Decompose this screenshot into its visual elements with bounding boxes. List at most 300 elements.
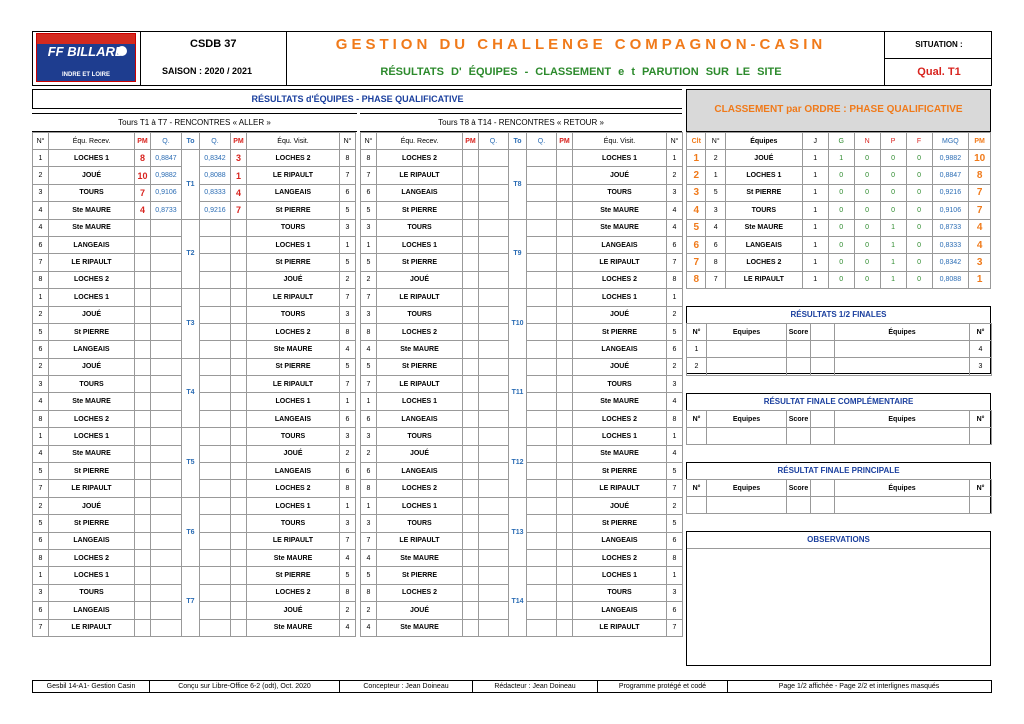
home-team: TOURS: [49, 584, 135, 601]
home-quotient: [479, 515, 509, 532]
away-pm: 7: [231, 202, 247, 219]
away-quotient: [200, 463, 231, 480]
away-quotient: 0,9216: [200, 202, 231, 219]
ranking-nn: 0: [854, 254, 880, 271]
away-number: 2: [340, 271, 356, 288]
away-team: LOCHES 1: [247, 393, 340, 410]
away-team: LANGEAIS: [247, 410, 340, 427]
home-quotient: [151, 289, 182, 306]
aller-match-row: [33, 150, 356, 167]
away-team: LOCHES 2: [247, 323, 340, 340]
away-team: LOCHES 1: [573, 150, 667, 167]
home-pm: [463, 254, 479, 271]
away-pm: [557, 567, 573, 584]
away-number: 7: [667, 480, 683, 497]
home-number: 1: [33, 428, 49, 445]
away-team: LOCHES 2: [247, 480, 340, 497]
away-quotient: 0,8333: [200, 184, 231, 201]
ranking-team: LOCHES 2: [725, 254, 802, 271]
away-number: 3: [340, 219, 356, 236]
away-pm: [231, 323, 247, 340]
retour-header-cell: Équ. Visit.: [573, 133, 667, 150]
home-team: LOCHES 1: [377, 393, 463, 410]
away-team: Ste MAURE: [247, 341, 340, 358]
away-quotient: [200, 480, 231, 497]
tour-label: T13: [509, 497, 527, 567]
away-team: St PIERRE: [247, 202, 340, 219]
home-number: 7: [33, 480, 49, 497]
home-number: 4: [33, 393, 49, 410]
home-quotient: [151, 497, 182, 514]
retour-match-row: [361, 428, 683, 445]
aller-match-row: [33, 428, 356, 445]
away-number: 7: [340, 167, 356, 184]
away-quotient: [527, 236, 557, 253]
home-quotient: [151, 410, 182, 427]
ranking-n: 3: [706, 202, 725, 219]
home-pm: [463, 236, 479, 253]
away-number: 6: [667, 532, 683, 549]
aller-header-cell: Q.: [200, 133, 231, 150]
away-number: 7: [667, 619, 683, 636]
home-quotient: [151, 323, 182, 340]
home-number: 8: [33, 410, 49, 427]
home-pm: [463, 497, 479, 514]
home-number: 8: [361, 480, 377, 497]
away-pm: 3: [231, 150, 247, 167]
home-quotient: [151, 393, 182, 410]
ranking-row: [687, 184, 991, 201]
aller-match-row: [33, 358, 356, 375]
home-quotient: [479, 254, 509, 271]
away-pm: [231, 271, 247, 288]
fcomp-header-cell: Equipes: [835, 411, 970, 428]
ranking-header-cell: Clt: [687, 133, 706, 150]
away-number: 8: [667, 549, 683, 566]
retour-header-cell: PM: [463, 133, 479, 150]
demi-away-number: 3: [970, 358, 992, 375]
finale-prin-table: [686, 479, 992, 514]
fprin-header-cell: [811, 480, 835, 497]
home-quotient: [479, 445, 509, 462]
observations-box: [686, 531, 991, 666]
home-quotient: [479, 271, 509, 288]
home-number: 8: [361, 150, 377, 167]
logo-subtitle: INDRE ET LOIRE: [61, 72, 110, 78]
away-team: LANGEAIS: [573, 532, 667, 549]
away-quotient: [527, 323, 557, 340]
finale-prin-title: RÉSULTAT FINALE PRINCIPALE: [777, 466, 900, 475]
ranking-pm: 1: [969, 271, 991, 288]
away-team: St PIERRE: [247, 567, 340, 584]
away-team: Ste MAURE: [247, 619, 340, 636]
home-pm: [135, 410, 151, 427]
fcomp-header-cell: Equipes: [707, 411, 787, 428]
situation-label: SITUATION :: [915, 40, 963, 49]
home-quotient: [151, 463, 182, 480]
home-team: JOUÉ: [49, 358, 135, 375]
home-quotient: [151, 254, 182, 271]
home-pm: [463, 515, 479, 532]
footer: [32, 680, 992, 693]
ranking-pm: 4: [969, 219, 991, 236]
ranking-p: 0: [880, 167, 906, 184]
home-quotient: 0,9106: [151, 184, 182, 201]
home-team: Ste MAURE: [49, 393, 135, 410]
home-quotient: [151, 306, 182, 323]
away-pm: [557, 376, 573, 393]
ranking-team: JOUÉ: [725, 150, 802, 167]
finale-prin-row: [687, 497, 992, 514]
away-number: 6: [667, 602, 683, 619]
ranking-mgq: 0,8733: [932, 219, 969, 236]
away-quotient: [200, 306, 231, 323]
away-number: 3: [340, 428, 356, 445]
retour-match-row: [361, 219, 683, 236]
fprin-header-cell: Equipes: [707, 480, 787, 497]
ranking-nn: 0: [854, 219, 880, 236]
ranking-mgq: 0,8088: [932, 271, 969, 288]
home-team: TOURS: [49, 376, 135, 393]
home-number: 7: [361, 376, 377, 393]
home-number: 7: [33, 619, 49, 636]
home-pm: 7: [135, 184, 151, 201]
away-team: LOCHES 2: [247, 584, 340, 601]
tour-label: T5: [182, 428, 200, 498]
home-number: 5: [33, 323, 49, 340]
away-quotient: [200, 236, 231, 253]
home-pm: [135, 463, 151, 480]
away-pm: [557, 463, 573, 480]
home-number: 1: [361, 236, 377, 253]
away-pm: [557, 306, 573, 323]
demi-score-away: [811, 341, 835, 358]
page-subtitle: RÉSULTATS D' ÉQUIPES - CLASSEMENT e t PARUTION SUR LE SITE: [380, 66, 782, 78]
away-pm: [231, 410, 247, 427]
ranking-nn: 0: [854, 271, 880, 288]
home-number: 6: [361, 184, 377, 201]
home-number: 4: [33, 445, 49, 462]
home-quotient: [479, 549, 509, 566]
away-quotient: [527, 393, 557, 410]
away-pm: [557, 497, 573, 514]
home-number: 4: [361, 341, 377, 358]
home-pm: [463, 323, 479, 340]
home-pm: [135, 515, 151, 532]
away-team: LOCHES 2: [573, 271, 667, 288]
home-team: LOCHES 2: [49, 410, 135, 427]
fcomp-header-cell: N°: [970, 411, 992, 428]
ranking-p: 0: [880, 202, 906, 219]
home-number: 3: [33, 584, 49, 601]
away-team: LE RIPAULT: [573, 254, 667, 271]
home-team: St PIERRE: [49, 463, 135, 480]
away-pm: [557, 619, 573, 636]
ranking-team: St PIERRE: [725, 184, 802, 201]
away-pm: [231, 584, 247, 601]
home-team: LOCHES 2: [377, 584, 463, 601]
away-number: 4: [340, 341, 356, 358]
away-number: 5: [667, 323, 683, 340]
footer-redacteur: Rédacteur : Jean Doineau: [473, 681, 598, 692]
retour-match-row: [361, 567, 683, 584]
ranking-f: 0: [906, 202, 932, 219]
away-team: LANGEAIS: [573, 341, 667, 358]
demi-score-away: [811, 358, 835, 375]
finale-comp-title: RÉSULTAT FINALE COMPLÉMENTAIRE: [763, 397, 914, 406]
ranking-nn: 0: [854, 236, 880, 253]
home-quotient: 0,8847: [151, 150, 182, 167]
home-quotient: [479, 150, 509, 167]
away-number: 8: [340, 480, 356, 497]
away-number: 1: [340, 497, 356, 514]
ranking-team: LE RIPAULT: [725, 271, 802, 288]
away-number: 6: [667, 341, 683, 358]
home-quotient: [479, 376, 509, 393]
ranking-n: 2: [706, 150, 725, 167]
away-number: 5: [340, 202, 356, 219]
away-quotient: [200, 584, 231, 601]
away-pm: [557, 323, 573, 340]
demi-home-number: 1: [687, 341, 707, 358]
observations-title: OBSERVATIONS: [687, 532, 990, 549]
home-pm: [463, 602, 479, 619]
away-pm: [557, 549, 573, 566]
home-quotient: [479, 202, 509, 219]
ranking-row: [687, 167, 991, 184]
demi-row: [687, 341, 992, 358]
home-number: 6: [361, 410, 377, 427]
ranking-header-cell: J: [802, 133, 828, 150]
home-quotient: [479, 306, 509, 323]
fcomp-header-cell: [811, 411, 835, 428]
home-pm: [463, 271, 479, 288]
away-pm: [231, 289, 247, 306]
away-pm: [231, 219, 247, 236]
home-number: 1: [361, 393, 377, 410]
home-number: 3: [33, 376, 49, 393]
footer-concepteur: Concepteur : Jean Doineau: [340, 681, 473, 692]
away-pm: [231, 393, 247, 410]
home-quotient: [479, 341, 509, 358]
ranking-n: 5: [706, 184, 725, 201]
away-number: 6: [667, 236, 683, 253]
saison-label: SAISON : 2020 / 2021: [162, 66, 253, 76]
away-number: 5: [340, 567, 356, 584]
away-pm: [231, 236, 247, 253]
home-number: 1: [33, 567, 49, 584]
ranking-f: 0: [906, 167, 932, 184]
home-number: 4: [33, 219, 49, 236]
tour-label: T8: [509, 150, 527, 220]
retour-table: [360, 132, 683, 637]
away-team: LOCHES 1: [573, 567, 667, 584]
ranking-team: LOCHES 1: [725, 167, 802, 184]
home-pm: [463, 202, 479, 219]
ranking-pm: 8: [969, 167, 991, 184]
home-number: 7: [361, 532, 377, 549]
away-team: LOCHES 1: [247, 497, 340, 514]
home-team: St PIERRE: [377, 567, 463, 584]
home-team: LE RIPAULT: [377, 289, 463, 306]
home-number: 8: [33, 271, 49, 288]
tour-label: T9: [509, 219, 527, 289]
away-quotient: [200, 254, 231, 271]
footer-app: Gesbil 14-A1- Gestion Casin: [33, 681, 150, 692]
ranking-clt: 4: [687, 202, 706, 219]
home-team: LOCHES 1: [49, 150, 135, 167]
away-pm: [557, 445, 573, 462]
away-team: TOURS: [573, 376, 667, 393]
away-number: 7: [340, 289, 356, 306]
home-pm: [135, 602, 151, 619]
home-number: 5: [33, 515, 49, 532]
ranking-f: 0: [906, 184, 932, 201]
ranking-clt: 8: [687, 271, 706, 288]
aller-title: Tours T1 à T7 - RENCONTRES « ALLER »: [32, 113, 357, 132]
retour-header-cell: Q.: [527, 133, 557, 150]
demi-row: [687, 358, 992, 375]
away-team: TOURS: [247, 428, 340, 445]
home-quotient: [479, 410, 509, 427]
home-number: 3: [361, 515, 377, 532]
away-team: LOCHES 1: [573, 289, 667, 306]
home-team: LE RIPAULT: [49, 619, 135, 636]
away-pm: [231, 376, 247, 393]
away-number: 7: [667, 254, 683, 271]
tour-label: T11: [509, 358, 527, 428]
home-number: 5: [361, 358, 377, 375]
home-number: 3: [361, 428, 377, 445]
home-number: 8: [33, 549, 49, 566]
home-team: Ste MAURE: [49, 445, 135, 462]
away-number: 1: [667, 567, 683, 584]
ranking-p: 1: [880, 236, 906, 253]
away-number: 8: [340, 584, 356, 601]
retour-title: Tours T8 à T14 - RENCONTRES « RETOUR »: [360, 113, 682, 132]
retour-header-cell: N°: [667, 133, 683, 150]
away-number: 5: [340, 254, 356, 271]
ranking-row: [687, 271, 991, 288]
home-quotient: [151, 358, 182, 375]
home-quotient: [479, 236, 509, 253]
ranking-j: 1: [802, 150, 828, 167]
away-team: TOURS: [573, 584, 667, 601]
home-team: JOUÉ: [377, 445, 463, 462]
away-pm: [231, 254, 247, 271]
away-pm: [557, 289, 573, 306]
home-team: LOCHES 1: [49, 289, 135, 306]
home-team: LANGEAIS: [377, 463, 463, 480]
home-team: St PIERRE: [49, 323, 135, 340]
aller-match-row: [33, 567, 356, 584]
away-pm: [557, 184, 573, 201]
home-quotient: [151, 619, 182, 636]
ranking-nn: 0: [854, 150, 880, 167]
away-number: 2: [340, 445, 356, 462]
home-pm: 8: [135, 150, 151, 167]
away-pm: [231, 480, 247, 497]
away-number: 2: [667, 167, 683, 184]
away-team: JOUÉ: [247, 271, 340, 288]
ranking-p: 1: [880, 254, 906, 271]
away-pm: [557, 202, 573, 219]
away-pm: [557, 602, 573, 619]
away-quotient: [527, 150, 557, 167]
ranking-mgq: 0,9882: [932, 150, 969, 167]
csdb-label: CSDB 37: [190, 38, 237, 50]
home-team: LOCHES 1: [377, 236, 463, 253]
demi-score-home: [787, 358, 811, 375]
ranking-g: 0: [828, 219, 854, 236]
away-team: JOUÉ: [573, 497, 667, 514]
home-pm: [463, 184, 479, 201]
away-quotient: [527, 532, 557, 549]
home-pm: [135, 341, 151, 358]
home-quotient: [479, 219, 509, 236]
away-team: TOURS: [247, 515, 340, 532]
away-quotient: [200, 445, 231, 462]
ranking-j: 1: [802, 271, 828, 288]
retour-match-row: [361, 150, 683, 167]
home-pm: [135, 358, 151, 375]
demi-home-team: [707, 358, 787, 375]
ranking-clt: 3: [687, 184, 706, 201]
home-number: 5: [361, 202, 377, 219]
away-team: LANGEAIS: [247, 463, 340, 480]
ranking-n: 8: [706, 254, 725, 271]
ranking-table: [686, 132, 991, 289]
away-team: LANGEAIS: [247, 184, 340, 201]
fcomp-header-cell: Score: [787, 411, 811, 428]
aller-header-cell: Équ. Recev.: [49, 133, 135, 150]
home-number: 2: [361, 271, 377, 288]
tour-label: T7: [182, 567, 200, 637]
home-pm: [135, 323, 151, 340]
away-quotient: [527, 376, 557, 393]
ranking-header-cell: N: [854, 133, 880, 150]
home-team: St PIERRE: [377, 358, 463, 375]
home-quotient: [151, 271, 182, 288]
ranking-header-cell: N°: [706, 133, 725, 150]
retour-header-cell: PM: [557, 133, 573, 150]
away-team: JOUÉ: [573, 358, 667, 375]
away-team: Ste MAURE: [247, 549, 340, 566]
away-number: 1: [667, 428, 683, 445]
demi-header-cell: [811, 324, 835, 341]
ranking-pm: 7: [969, 202, 991, 219]
away-number: 3: [667, 584, 683, 601]
page-title: GESTION DU CHALLENGE COMPAGNON-CASIN: [335, 36, 827, 53]
away-number: 6: [340, 184, 356, 201]
home-quotient: [479, 532, 509, 549]
ranking-g: 1: [828, 150, 854, 167]
home-pm: [463, 532, 479, 549]
home-team: JOUÉ: [377, 271, 463, 288]
footer-protege: Programme protégé et codé: [598, 681, 728, 692]
ranking-header-cell: F: [906, 133, 932, 150]
away-quotient: [200, 271, 231, 288]
home-pm: [135, 236, 151, 253]
home-quotient: [479, 167, 509, 184]
demi-header-cell: Score: [787, 324, 811, 341]
away-pm: [557, 515, 573, 532]
away-number: 3: [340, 306, 356, 323]
home-number: 4: [361, 549, 377, 566]
ranking-f: 0: [906, 150, 932, 167]
home-quotient: [479, 584, 509, 601]
away-pm: [557, 254, 573, 271]
